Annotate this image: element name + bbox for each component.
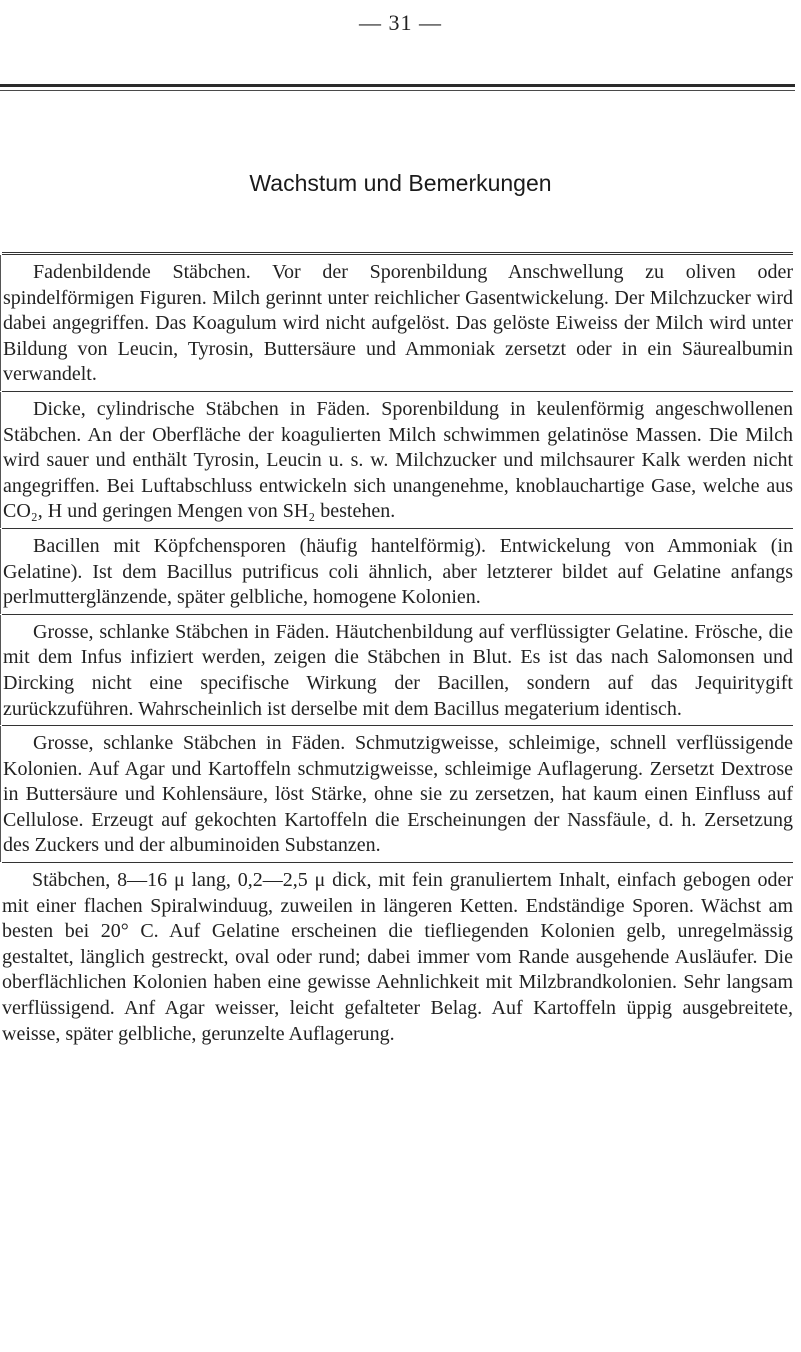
header-rule-thick — [0, 84, 795, 87]
entry-paragraph: Dicke, cylindrische Stäbchen in Fäden. Sporenbildung in keulenförmig angeschwollenen Stäbchen. An der Oberfläche der koagulierten Milch schwimmen gelatinöse Massen. Die Milch wird sauer und enthält Tyrosin, Leucin u. s. w. Milchzucker und milchsaurer Kalk werden nicht angegriffen. Bei Luftabschluss entwickeln sich unangenehme, knoblauchartige Gase, welche aus CO₂, H und geringen Mengen von SH₂ bestehen. — [0, 392, 793, 528]
entry-paragraph: Grosse, schlanke Stäbchen in Fäden. Schmutzigweisse, schleimige, schnell verflüssigende Kolonien. Auf Agar und Kartoffeln schmutzigweisse, schleimige Auflagerung. Zersetzt Dextrose in Buttersäure und Kohlensäure, löst Stärke, ohne sie zu zersetzen, hat kaum einen Einfluss auf Cellulose. Erzeugt auf gekochten Kartoffeln die Erscheinungen der Nassfäule, d. h. Zersetzung des Zuckers und der albuminoiden Substanzen. — [0, 726, 793, 862]
page-number: — 31 — — [359, 10, 442, 35]
entry-paragraph: Grosse, schlanke Stäbchen in Fäden. Häutchenbildung auf verflüssigter Gelatine. Frösche, die mit dem Infus infiziert werden, zeigen die Stäbchen in Blut. Es ist das nach Salomonsen und Dircking nicht eine specifische Wirkung der Bacillen, sondern auf das Jequiritygift zurückzuführen. Wahrscheinlich ist derselbe mit dem Bacillus megaterium identisch. — [0, 615, 793, 725]
entry-paragraph: Stäbchen, 8—16 μ lang, 0,2—2,5 μ dick, mit fein granuliertem Inhalt, einfach gebogen oder mit einer flachen Spiralwinduug, zuweilen in längeren Ketten. Endständige Sporen. Wächst am besten bei 20° C. Auf Gelatine erscheinen die tiefliegenden Kolonien gelb, unregelmässig gestaltet, länglich gestreckt, oval oder rund; dabei immer vom Rande ausgehende Ausläufer. Die oberflächlichen Kolonien haben eine gewisse Aehnlichkeit mit Milzbrandkolonien. Sehr langsam verflüssigend. Anf Agar weisser, leicht gefalteter Belag. Auf Kartoffeln üppig ausgebreitete, weisse, später gelbliche, gerunzelte Auflagerung. — [2, 869, 793, 1045]
entry-paragraph: Fadenbildende Stäbchen. Vor der Sporenbildung Anschwellung zu oliven oder spindelförmigen Figuren. Milch gerinnt unter reichlicher Gasentwickelung. Der Milchzucker wird dabei angegriffen. Das Koagulum wird nicht aufgelöst. Das gelöste Eiweiss der Milch wird unter Bildung von Leucin, Tyrosin, Buttersäure und Ammoniak zersetzt oder in ein Säurealbumin verwandelt. — [0, 255, 793, 391]
entries-column — [0, 252, 793, 1050]
entry-paragraph: Bacillen mit Köpfchensporen (häufig hantelförmig). Entwickelung von Ammoniak (in Gelatine). Ist dem Bacillus putrificus coli ähnlich, aber letzterer bildet auf Gelatine anfangs perlmutterglänzende, später gelbliche, homogene Kolonien. — [0, 529, 793, 614]
column-heading: Wachstum und Bemerkungen — [249, 170, 552, 196]
header-rule-thin — [0, 90, 795, 91]
